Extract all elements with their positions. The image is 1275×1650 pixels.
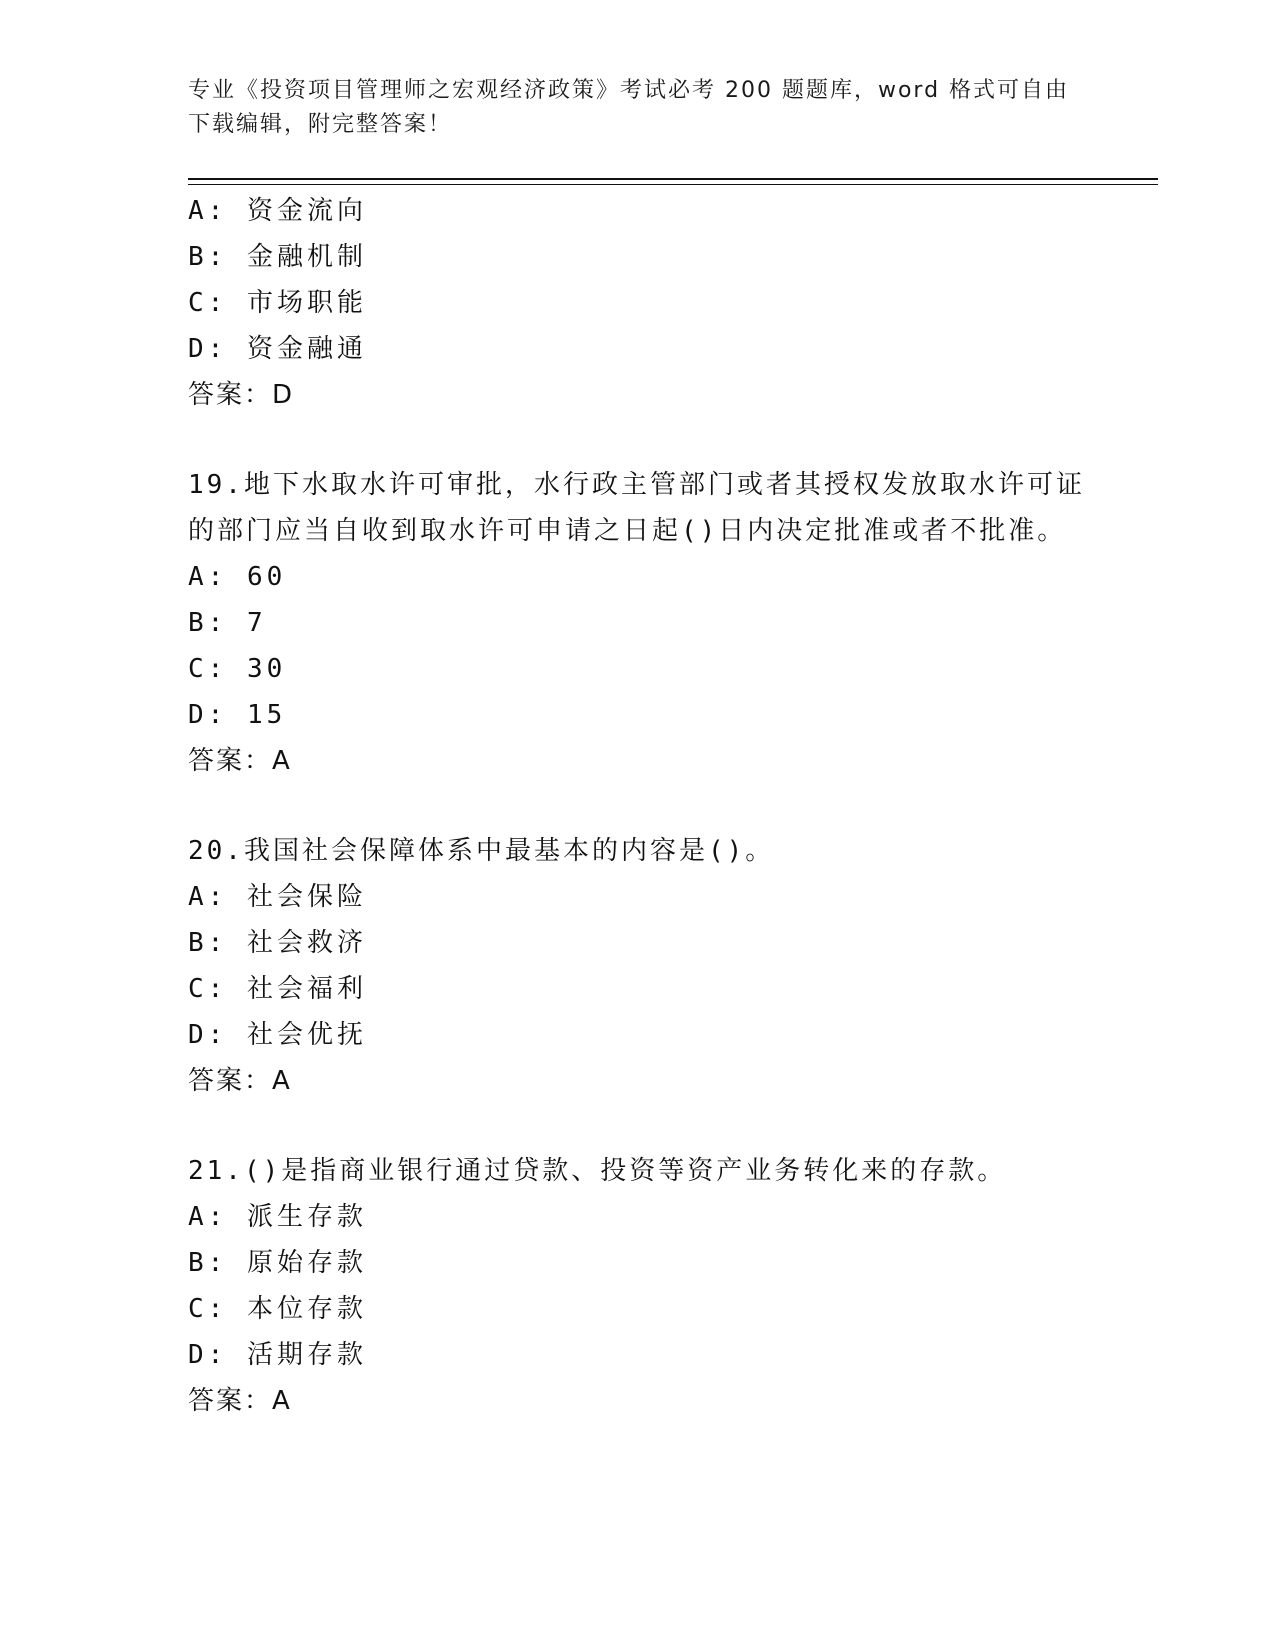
- option-a: A: 派生存款: [188, 1202, 367, 1232]
- option-d: D: 活期存款: [188, 1340, 367, 1370]
- answer-line: 答案：A: [188, 746, 292, 776]
- answer-line: 答案：A: [188, 1386, 292, 1416]
- option-b: B: 社会救济: [188, 928, 367, 958]
- question-text-line: 20.我国社会保障体系中最基本的内容是()。: [188, 836, 775, 866]
- spacer: [188, 784, 1088, 828]
- header-divider-thin: [188, 184, 1158, 185]
- question-text-line: 21.()是指商业银行通过贷款、投资等资产业务转化来的存款。: [188, 1156, 1007, 1186]
- option-c: C: 市场职能: [188, 288, 367, 318]
- question-text-line: 的部门应当自收到取水许可申请之日起()日内决定批准或者不批准。: [188, 516, 1067, 546]
- option-b: B: 原始存款: [188, 1248, 367, 1278]
- document-header: [188, 74, 1088, 142]
- spacer: [188, 418, 1088, 462]
- question-text-line: 19.地下水取水许可审批，水行政主管部门或者其授权发放取水许可证: [188, 470, 1085, 500]
- option-a: A: 资金流向: [188, 196, 367, 226]
- option-b: B: 金融机制: [188, 242, 367, 272]
- answer-line: 答案：A: [188, 1066, 292, 1096]
- option-a: A: 社会保险: [188, 882, 367, 912]
- option-c: C: 30: [188, 654, 287, 684]
- option-a: A: 60: [188, 562, 287, 592]
- option-c: C: 本位存款: [188, 1294, 367, 1324]
- option-d: D: 15: [188, 700, 287, 730]
- option-b: B: 7: [188, 608, 267, 638]
- option-d: D: 社会优抚: [188, 1020, 367, 1050]
- header-line-1: 专业《投资项目管理师之宏观经济政策》考试必考 200 题题库，word 格式可自由: [188, 78, 1070, 103]
- question-list: [188, 188, 1088, 1424]
- question-20: [188, 828, 1088, 1104]
- option-d: D: 资金融通: [188, 334, 367, 364]
- option-c: C: 社会福利: [188, 974, 367, 1004]
- answer-line: 答案：D: [188, 380, 295, 410]
- question-19: [188, 462, 1088, 784]
- question-21: [188, 1148, 1088, 1424]
- header-line-2: 下载编辑，附完整答案！: [188, 112, 453, 137]
- spacer: [188, 1104, 1088, 1148]
- header-divider-thick: [188, 178, 1158, 180]
- question-18-continued: [188, 188, 1088, 418]
